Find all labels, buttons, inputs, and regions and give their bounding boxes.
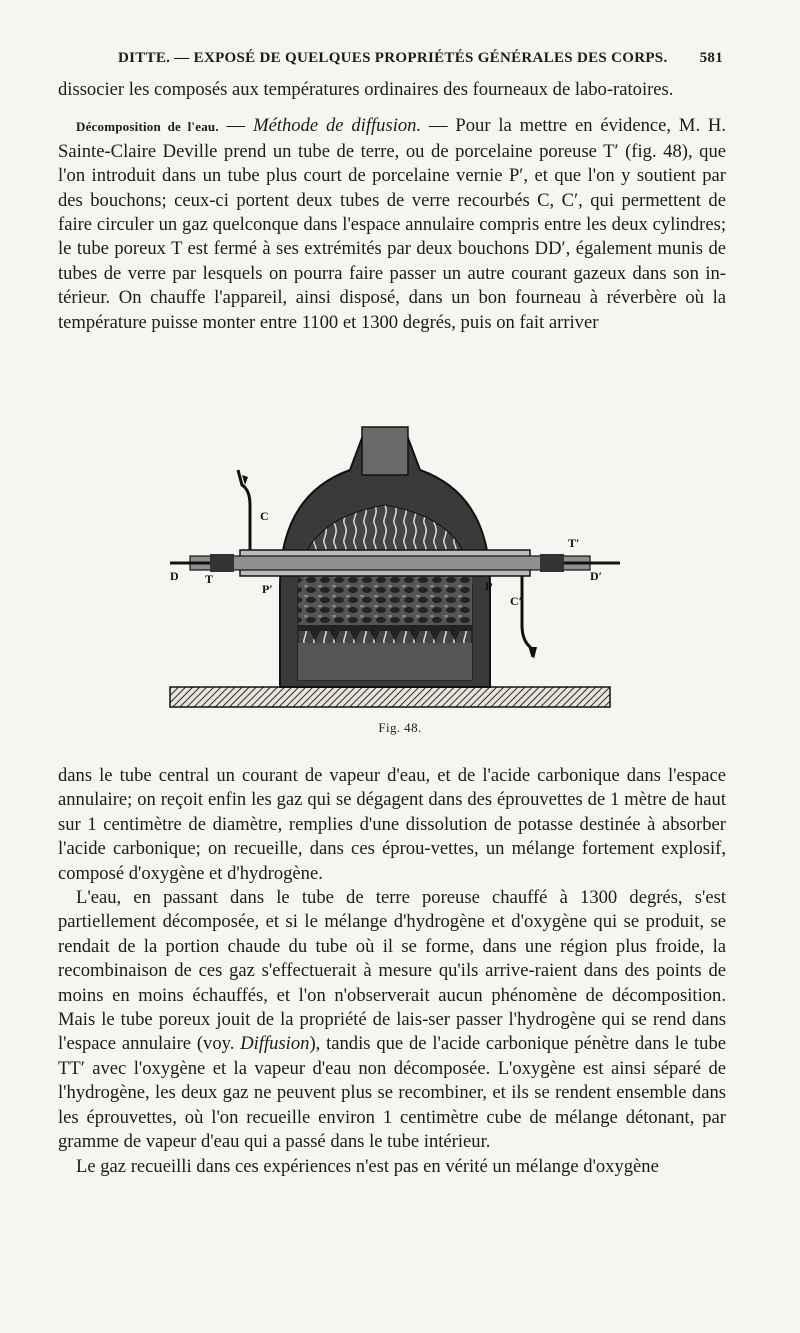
label-p: P (485, 579, 493, 593)
running-header (118, 50, 723, 67)
section-runin-heading: Décomposition de l'eau. (76, 119, 219, 135)
glass-tube-c-prime (522, 576, 533, 657)
paragraph-4 (58, 886, 726, 1154)
paragraph-3: dans le tube central un courant de vapeur d'eau, et de l'acide carbonique dans l'espace annulaire; on reçoit enfin les gaz qui se dégagent dans des éprouvettes de 1 mètre de haut sur 1 centimètre de diamètre, remplies d'une dissolution de potasse destinée à absorber l'acide carbonique; on recueille, dans ces éprou-vettes, un mélange fortement explosif, composé d'oxygène et d'hydrogène. (58, 765, 726, 884)
chimney (362, 427, 408, 475)
figure-caption: Fig. 48. (378, 720, 422, 735)
stopper-d (210, 554, 234, 572)
stopper-d-prime (540, 554, 564, 572)
label-p-prime: P′ (262, 582, 273, 596)
dash: — (218, 115, 254, 137)
coal-bed (298, 575, 472, 625)
glass-tube-c (238, 470, 250, 550)
label-d-prime: D′ (590, 569, 603, 583)
method-title: Méthode de diffusion. (253, 115, 422, 137)
porous-tube (190, 556, 590, 570)
paragraph-4-text-b: ), tandis que de l'acide carbonique pénètre dans le tube TT′ avec l'oxygène et la vapeur d'eau non décomposée. L'oxygène est ainsi séparé de l'hydrogène, les deux gaz ne peuvent plus se recombiner, et ils se rendent ensemble dans les éprouvettes, où l'on recueille environ 1 centimètre cube de mélange détonant, par gramme de vapeur d'eau qui a passé dans le tube intérieur. (58, 1033, 726, 1153)
label-t: T (205, 572, 214, 586)
text-block-bottom (58, 764, 726, 1179)
page-number: 581 (699, 50, 723, 66)
diffusion-ref: Diffusion (240, 1033, 310, 1055)
label-t-prime: T′ (568, 536, 580, 550)
label-c: C (260, 509, 269, 523)
label-d: D (170, 569, 179, 583)
apparatus-figure (150, 425, 630, 725)
label-c-prime: C′ (510, 594, 523, 608)
paragraph-4-text-a: L'eau, en passant dans le tube de terre poreuse chauffé à 1300 degrés, s'est partiellement décomposée, et si le mélange d'hydrogène et d'oxygène qui se produit, se rendait de la portion chaude du tube où il se forme, dans une région plus froide, la recombinaison de ces gaz s'effectuerait à mesure qu'ils arrive-raient dans des points de moins en moins échauffés, et l'on n'observerait aucun phénomène de décomposition. Mais le tube poreux jouit de la propriété de lais-ser passer l'hydrogène qui se rend dans l'espace annulaire (voy. (58, 887, 726, 1055)
paragraph-1: dissocier les composés aux températures ordinaires des fourneaux de labo-ratoires. (58, 79, 674, 100)
base-plate (170, 687, 610, 707)
text-block-top (58, 78, 726, 335)
paragraph-5: Le gaz recueilli dans ces expériences n'est pas en vérité un mélange d'oxygène (76, 1155, 659, 1177)
paragraph-2-text: — Pour la mettre en évidence, M. H. Sainte-Claire Deville prend un tube de terre, ou de porcelaine poreuse T′ (fig. 48), que l'on introduit dans un tube plus court de porcelaine vernie P′, et que l'on y soutient par des bouchons; ceux-ci portent deux tubes de verre recourbés C, C′, qui permettent de faire circuler un gaz quelconque dans l'espace annulaire compris entre les deux cylindres; le tube poreux T est fermé à ses extrémités par deux bouchons DD′, également munis de tubes de verre par lesquels on pourra faire passer un autre courant gazeux dans son in-térieur. On chauffe l'appareil, ainsi disposé, dans un bon fourneau à réverbère où la température puisse monter entre 1100 et 1300 degrés, puis on fait arriver (58, 115, 727, 333)
paragraph-2 (58, 114, 726, 335)
running-title: DITTE. — EXPOSÉ DE QUELQUES PROPRIÉTÉS GÉNÉRALES DES CORPS. (118, 50, 668, 66)
ash-pit (298, 643, 472, 680)
